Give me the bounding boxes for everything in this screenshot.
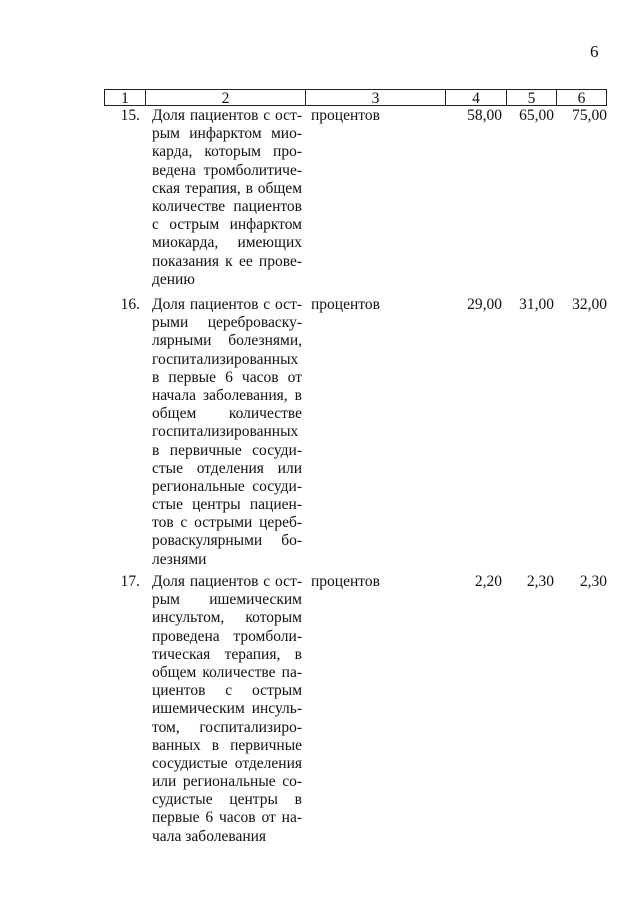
description-line: ишемическим инсуль- [152,700,302,718]
description-line: госпитализированных [152,350,299,368]
description-line: дению [152,270,195,288]
header-cell-1: 1 [104,89,145,106]
description-line: начала заболевания, в [152,386,302,404]
description-line: тическая терапия, в [152,645,302,663]
description-line: рым ишемическим [152,591,302,609]
header-cell-6: 6 [556,89,607,106]
description-line: роваскулярными бо- [152,532,302,550]
description-line: показания к ее прове- [152,252,302,270]
header-cell-2: 2 [145,89,305,106]
description-line: общем количестве па- [152,663,302,681]
description-line: Доля пациентов с ост- [152,107,302,124]
description-line: ванных в первичные [152,736,302,754]
description-line: Доля пациентов с ост- [152,296,302,313]
description-line: рым инфарктом мио- [152,125,302,143]
description-line: рыми цереброваску- [152,314,302,332]
description-line: лезнями [152,550,207,568]
row-value-col6: 2,30 [579,573,607,590]
description-line: стые отделения или [152,459,302,477]
description-line: лярными болезнями, [152,332,302,350]
description-line: общем количестве [152,405,302,423]
description-line: ведена тромболитиче- [152,161,302,179]
page-number: 6 [590,42,599,61]
row-unit: процентов [311,107,380,124]
row-value-col5: 31,00 [519,296,554,313]
description-line: чала заболевания [152,827,267,845]
description-line: в первые 6 часов от [152,368,302,386]
row-number: 17. [120,573,140,590]
description-line: миокарда, имеющих [152,234,302,252]
description-line: госпитализированных [152,423,299,441]
row-value-col4: 29,00 [467,296,502,313]
header-cell-3: 3 [305,89,445,106]
row-description [152,573,302,846]
row-number: 15. [120,107,140,124]
row-unit: процентов [311,573,380,590]
row-value-col5: 2,30 [526,573,554,590]
row-unit: процентов [311,296,380,313]
description-line: карда, которым про- [152,143,302,161]
description-line: количестве пациентов [152,197,302,215]
row-value-col6: 32,00 [572,296,607,313]
row-number: 16. [120,296,140,313]
header-cell-4: 4 [445,89,506,106]
description-line: проведена тромболи- [152,627,302,645]
description-line: тов с острыми цереб- [152,514,302,532]
description-line: циентов с острым [152,682,302,700]
description-line: сосудистые отделения [152,754,302,772]
description-line: или региональные со- [152,773,302,791]
description-line: в первичные сосуди- [152,441,302,459]
row-value-col4: 58,00 [467,107,502,124]
row-value-col4: 2,20 [474,573,502,590]
description-line: с острым инфарктом [152,216,302,234]
description-line: Доля пациентов с ост- [152,573,302,590]
description-line: стые центры пациен- [152,496,302,514]
row-description [152,296,302,569]
row-value-col5: 65,00 [519,107,554,124]
row-value-col6: 75,00 [572,107,607,124]
description-line: инсультом, которым [152,609,302,627]
description-line: том, госпитализиро- [152,718,302,736]
description-line: судистые центры в [152,791,302,809]
description-line: региональные сосуди- [152,477,302,495]
header-cell-5: 5 [506,89,556,106]
row-description [152,107,302,289]
description-line: первые 6 часов от на- [152,809,302,827]
description-line: ская терапия, в общем [152,179,302,197]
